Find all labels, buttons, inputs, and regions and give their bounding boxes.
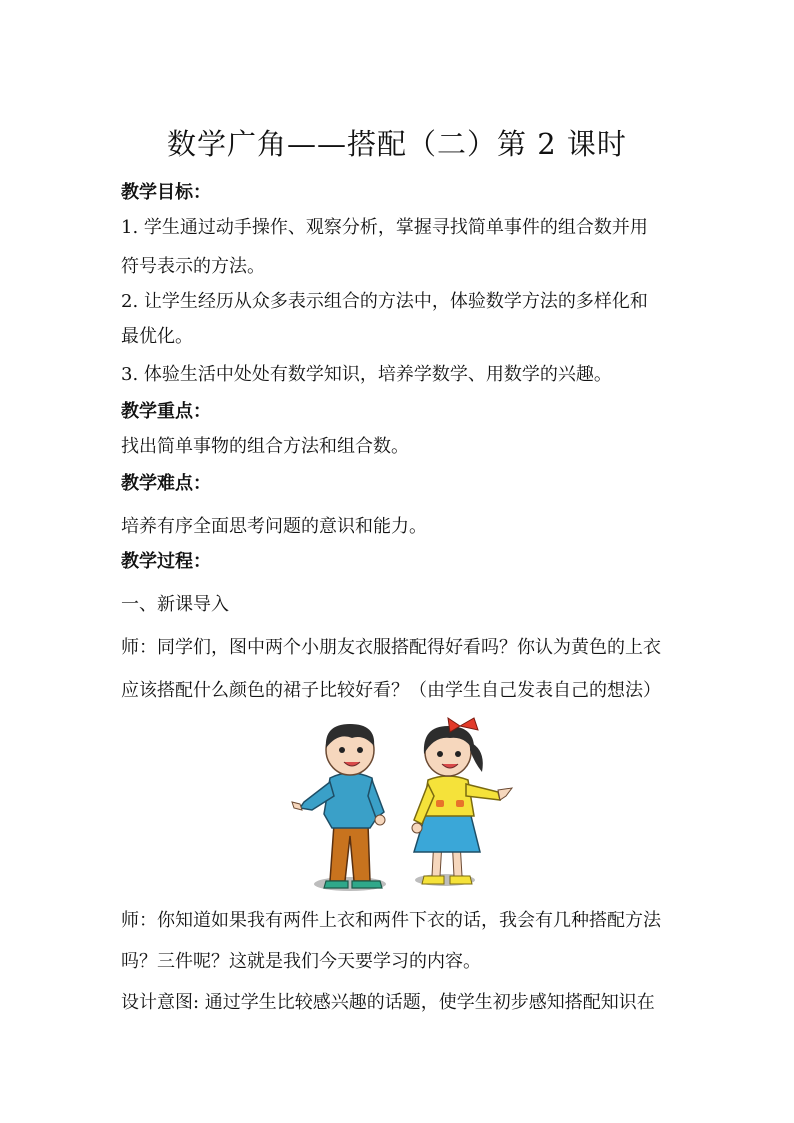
teacher-question-2-line-1: 师：你知道如果我有两件上衣和两件下衣的话，我会有几种搭配方法 [121, 910, 661, 931]
difficult-heading: 教学难点： [121, 473, 211, 494]
process-heading: 教学过程： [121, 551, 211, 572]
key-heading: 教学重点： [121, 401, 211, 422]
teacher-question-2-line-2: 吗？三件呢？这就是我们今天要学习的内容。 [121, 951, 481, 972]
goal-1-line-1: 1. 学生通过动手操作、观察分析，掌握寻找简单事件的组合数并用 [121, 217, 648, 238]
goal-1-line-2: 符号表示的方法。 [121, 256, 265, 277]
teacher-question-1-line-2: 应该搭配什么颜色的裙子比较好看？（由学生自己发表自己的想法） [121, 680, 661, 701]
goal-2-line-1: 2. 让学生经历从众多表示组合的方法中，体验数学方法的多样化和 [121, 291, 648, 312]
page-title: 数学广角——搭配（二）第 2 课时 [167, 127, 627, 161]
difficult-text: 培养有序全面思考问题的意识和能力。 [121, 516, 427, 537]
girl-figure [412, 718, 512, 884]
goals-heading: 教学目标： [121, 182, 211, 203]
boy-figure [292, 724, 385, 888]
goal-3: 3. 体验生活中处处有数学知识，培养学数学、用数学的兴趣。 [121, 364, 612, 385]
intro-heading: 一、新课导入 [121, 594, 229, 615]
design-intent-line-1: 设计意图: 通过学生比较感兴趣的话题，使学生初步感知搭配知识在 [121, 992, 655, 1013]
goal-2-line-2: 最优化。 [121, 326, 193, 347]
two-children-illustration [290, 716, 520, 896]
key-text: 找出简单事物的组合方法和组合数。 [121, 436, 409, 457]
teacher-question-1-line-1: 师：同学们，图中两个小朋友衣服搭配得好看吗？你认为黄色的上衣 [121, 637, 661, 658]
